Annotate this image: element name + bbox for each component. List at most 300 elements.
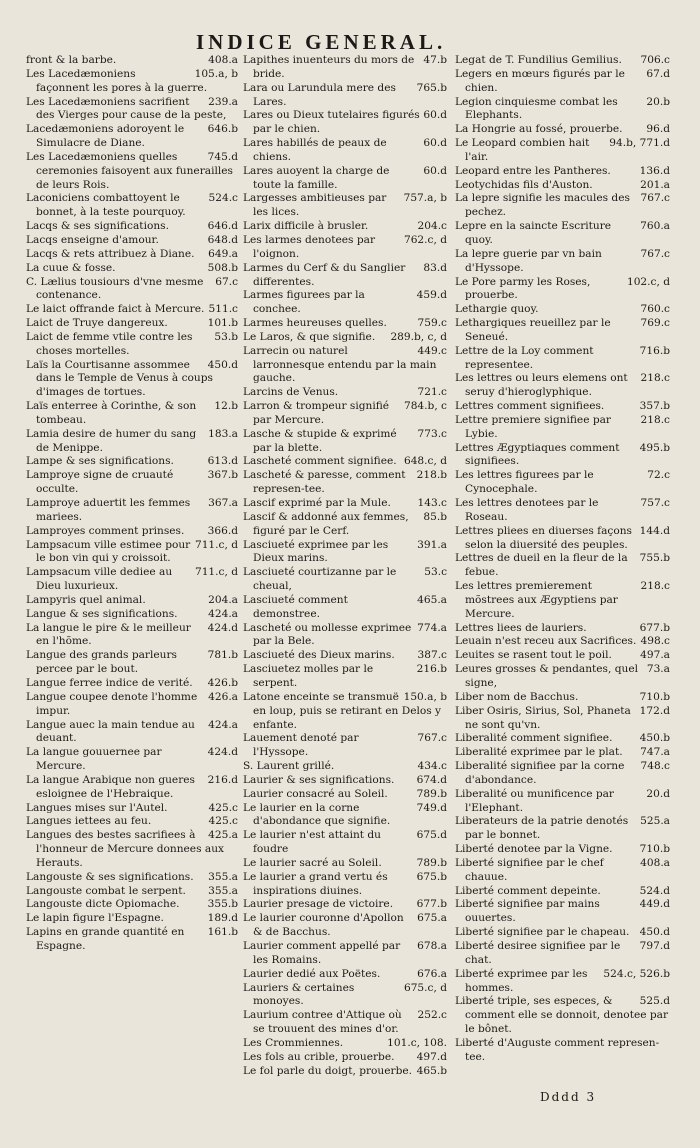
entry-text: Les Lacedæmoniens sacrifient des Vierges pour cause de la peste, [26, 95, 227, 122]
entry-text: Le lapin figure l'Espagne. [26, 912, 164, 925]
entry-page-ref: 747.a [637, 746, 670, 760]
entry-text: Lampe & ses significations. [26, 455, 174, 468]
entry-page-ref: 495.b [637, 442, 670, 456]
entry-page-ref: 450.b [637, 732, 670, 746]
entry-page-ref: 204.c [414, 220, 447, 234]
index-entry [243, 137, 447, 165]
entry-text: Lauement denoté par l'Hyssope. [243, 732, 359, 759]
entry-page-ref: 101.b [205, 317, 238, 331]
entry-text: Liberté denotee par la Vigne. [455, 843, 613, 856]
entry-text: Lasciueté exprimee par les Dieux marins. [243, 538, 389, 565]
index-entry [243, 317, 447, 331]
index-entry [243, 165, 447, 193]
entry-page-ref: 706.c [637, 54, 670, 68]
index-entry [243, 455, 447, 469]
entry-page-ref: 497.a [637, 649, 670, 663]
entry-page-ref: 677.b [637, 622, 670, 636]
index-entry [26, 677, 238, 691]
entry-page-ref: 144.d [637, 525, 670, 539]
entry-page-ref: 745.d [205, 151, 238, 165]
entry-page-ref: 355.b [205, 898, 238, 912]
index-entry [243, 400, 447, 428]
entry-text: Liberté exprimee par les hommes. [455, 967, 588, 994]
entry-page-ref: 53.b [211, 331, 238, 345]
entry-page-ref: 357.b [637, 400, 670, 414]
entry-text: Lasche & stupide & exprimé par la blette. [243, 427, 397, 454]
entry-page-ref: 767.c [414, 732, 447, 746]
entry-text: Laurier presage de victoire. [243, 898, 394, 911]
entry-text: La cuue & fosse. [26, 261, 116, 274]
entry-text: Le laurier couronne d'Apollon & de Bacchus. [243, 912, 404, 939]
index-entry [243, 539, 447, 567]
index-entry [243, 192, 447, 220]
index-entry [243, 331, 447, 345]
entry-text: Liberté d'Auguste comment represen-tee. [455, 1036, 660, 1063]
entry-text: Larix difficile à brusler. [243, 220, 369, 233]
index-entry [455, 96, 670, 124]
index-entry [455, 372, 670, 400]
entry-text: Lampsacum ville dediee au Dieu luxurieux. [26, 566, 173, 593]
index-entry [455, 442, 670, 470]
index-entry [455, 137, 670, 165]
entry-text: Liberté triple, ses especes, & comment elle se donnoit, denotee par le bônet. [455, 995, 669, 1036]
index-entry [243, 649, 447, 663]
entry-page-ref: 85.b [420, 511, 447, 525]
entry-text: Lettres liees de lauriers. [455, 621, 587, 634]
entry-text: Leopard entre les Pantheres. [455, 164, 611, 177]
index-entry [455, 968, 670, 996]
entry-page-ref: 450.d [205, 359, 238, 373]
index-entry [243, 788, 447, 802]
index-entry [26, 898, 238, 912]
entry-text: Le Laros, & que signifie. [243, 330, 376, 343]
entry-page-ref: 676.a [414, 968, 447, 982]
entry-page-ref: 497.d [414, 1051, 447, 1065]
entry-page-ref: 762.c, d [401, 234, 447, 248]
index-entry [26, 359, 238, 401]
index-entry [455, 345, 670, 373]
entry-page-ref: 252.c [414, 1009, 447, 1023]
index-entry [26, 539, 238, 567]
entry-text: Leuain n'est receu aux Sacrifices. [455, 635, 637, 648]
entry-text: S. Laurent grillé. [243, 760, 335, 773]
entry-text: La langue Arabique non gueres esloignee de l'Hebraique. [26, 773, 195, 800]
entry-page-ref: 424.a [205, 719, 238, 733]
index-entry [26, 608, 238, 622]
entry-text: La langue le pire & le meilleur en l'hõme. [26, 621, 191, 648]
entry-page-ref: 646.b [205, 123, 238, 137]
entry-text: Lasciueté comment demonstree. [243, 593, 348, 620]
entry-text: Lascheté & paresse, comment represen-tee. [243, 469, 406, 496]
entry-page-ref: 72.c [644, 469, 670, 483]
index-entry [243, 594, 447, 622]
index-entry [26, 497, 238, 525]
index-entry [243, 912, 447, 940]
entry-page-ref: 721.c [414, 386, 447, 400]
index-entry [26, 815, 238, 829]
entry-text: Lapins en grande quantité en Espagne. [26, 926, 185, 952]
entry-page-ref: 201.a [637, 179, 670, 193]
index-entry [26, 151, 238, 193]
entry-text: Langue des grands parleurs percee par le bout. [26, 649, 177, 676]
entry-page-ref: 408.a [637, 857, 670, 871]
entry-text: Liber nom de Bacchus. [455, 690, 579, 703]
entry-text: Laurium contree d'Attique où se trouuent des mines d'or. [243, 1009, 402, 1036]
entry-page-ref: 60.d [420, 165, 447, 179]
entry-text: Liberalité exprimee par le plat. [455, 746, 623, 759]
index-entry [26, 220, 238, 234]
entry-page-ref: 425.c [205, 802, 238, 816]
index-entry [243, 940, 447, 968]
entry-text: Les lettres denotees par le Roseau. [455, 497, 599, 523]
entry-page-ref: 102.c, d [624, 276, 670, 290]
entry-text: Le laurier n'est attaint du foudre [243, 829, 382, 856]
index-entry [455, 276, 670, 304]
entry-text: Les larmes denotees par l'oignon. [243, 233, 376, 260]
entry-page-ref: 426.a [205, 691, 238, 705]
entry-text: Liberateurs de la patrie denotés par le bonnet. [455, 815, 629, 842]
entry-text: Lamproye signe de cruauté occulte. [26, 469, 174, 496]
entry-page-ref: 101.c, 108. [384, 1037, 447, 1051]
entry-text: Laict de Truye dangereux. [26, 317, 168, 330]
index-entry [455, 400, 670, 414]
entry-page-ref: 749.d [414, 802, 447, 816]
entry-page-ref: 789.b [414, 857, 447, 871]
entry-page-ref: 83.d [420, 262, 447, 276]
entry-page-ref: 675.d [414, 829, 447, 843]
index-entry [455, 732, 670, 746]
entry-text: Les lettres figurees par le Cynocephale. [455, 469, 594, 496]
entry-page-ref: 757.a, b [401, 192, 447, 206]
entry-page-ref: 434.c [414, 760, 447, 774]
entry-page-ref: 450.d [637, 926, 670, 940]
index-entry [26, 303, 238, 317]
index-entry [243, 345, 447, 387]
entry-text: Langues iettees au feu. [26, 815, 152, 828]
entry-page-ref: 73.a [644, 663, 670, 677]
entry-page-ref: 525.a [637, 815, 670, 829]
entry-text: Lettre premiere signifiee par Lybie. [455, 413, 611, 440]
index-entry [455, 165, 670, 179]
entry-page-ref: 239.a [205, 96, 238, 110]
entry-page-ref: 613.d [205, 455, 238, 469]
entry-page-ref: 524.c, 526.b [600, 968, 670, 982]
entry-page-ref: 789.b [414, 788, 447, 802]
entry-text: Langue coupee denote l'homme impur. [26, 690, 198, 717]
entry-page-ref: 367.a [205, 497, 238, 511]
index-entry [26, 248, 238, 262]
entry-text: Lascheté ou mollesse exprimee par la Bele. [243, 621, 412, 648]
entry-text: Lacqs enseigne d'amour. [26, 233, 159, 246]
index-entry [455, 926, 670, 940]
entry-page-ref: 710.b [637, 843, 670, 857]
entry-text: Lettres Ægyptiaques comment signifiees. [455, 441, 620, 468]
entry-text: Liberté signifiee par le chapeau. [455, 926, 630, 939]
entry-text: La Hongrie au fossé, prouerbe. [455, 123, 623, 136]
index-entry [243, 622, 447, 650]
index-entry [243, 691, 447, 733]
index-entry [455, 885, 670, 899]
index-entry [455, 552, 670, 580]
entry-text: Langouste & ses significations. [26, 870, 194, 883]
entry-page-ref: 136.d [637, 165, 670, 179]
entry-page-ref: 161.b [205, 926, 238, 940]
entry-text: Les Lacedæmoniens façonnent les pores à la guerre. [26, 67, 208, 94]
entry-text: Legion cinquiesme combat les Elephants. [455, 95, 618, 122]
index-entry [243, 829, 447, 857]
entry-page-ref: 60.d [420, 137, 447, 151]
entry-text: Lascif & addonné aux femmes, figuré par le Cerf. [243, 510, 409, 537]
index-entry [26, 123, 238, 151]
entry-text: Langouste combat le serpent. [26, 884, 186, 897]
index-column-2 [243, 54, 447, 1094]
entry-page-ref: 67.c [212, 276, 238, 290]
entry-text: Les Crommiennes. [243, 1036, 344, 1049]
entry-page-ref: 755.b [637, 552, 670, 566]
entry-text: Laurier consacré au Soleil. [243, 787, 388, 800]
index-entry [243, 857, 447, 871]
entry-page-ref: 216.d [205, 774, 238, 788]
entry-page-ref: 218.c [637, 580, 670, 594]
entry-page-ref: 424.d [205, 622, 238, 636]
entry-text: Langues mises sur l'Autel. [26, 801, 168, 814]
entry-text: Laurier dedié aux Poëtes. [243, 967, 381, 980]
entry-text: Les fols au crible, prouerbe. [243, 1050, 395, 1063]
entry-text: Lacqs & rets attribuez à Diane. [26, 247, 195, 260]
entry-page-ref: 366.d [205, 525, 238, 539]
entry-page-ref: 781.b [205, 649, 238, 663]
entry-page-ref: 150.a, b [401, 691, 447, 705]
index-entry [26, 525, 238, 539]
index-entry [243, 982, 447, 1010]
index-entry [26, 802, 238, 816]
index-entry [26, 926, 238, 954]
index-column-1 [26, 54, 238, 1094]
entry-page-ref: 105.a, b [192, 68, 238, 82]
index-entry [455, 580, 670, 622]
index-entry [243, 511, 447, 539]
index-entry [243, 871, 447, 899]
index-entry [26, 234, 238, 248]
index-entry [26, 566, 238, 594]
entry-text: Larrecin ou naturel larronnesque entendu par la main gauche. [243, 344, 437, 385]
index-entry [26, 774, 238, 802]
entry-text: Langouste dicte Opiomache. [26, 898, 180, 911]
index-entry [26, 871, 238, 885]
index-entry [455, 649, 670, 663]
entry-page-ref: 12.b [211, 400, 238, 414]
index-entry [26, 96, 238, 124]
entry-text: Lepre en la saincte Escriture quoy. [455, 220, 612, 246]
entry-page-ref: 678.a [414, 940, 447, 954]
entry-text: Liberalité signifiee par la corne d'abondance. [455, 760, 625, 786]
index-entry [26, 400, 238, 428]
entry-text: Lacedæmoniens adoroyent le Simulacre de Diane. [26, 123, 185, 150]
entry-text: Le Pore parmy les Roses, prouerbe. [455, 275, 591, 302]
index-entry [243, 428, 447, 456]
entry-page-ref: 289.b, c, d [387, 331, 447, 345]
entry-page-ref: 511.c [205, 303, 238, 317]
index-entry [455, 691, 670, 705]
index-entry [455, 857, 670, 885]
index-entry [243, 663, 447, 691]
entry-page-ref: 508.b [205, 262, 238, 276]
entry-page-ref: 677.b [414, 898, 447, 912]
entry-text: Lettres de dueil en la fleur de la febue. [455, 552, 628, 579]
index-entry [26, 829, 238, 871]
index-entry [243, 898, 447, 912]
index-entry [26, 746, 238, 774]
entry-page-ref: 47.b [420, 54, 447, 68]
entry-page-ref: 784.b, c [401, 400, 447, 414]
entry-text: Lacqs & ses significations. [26, 220, 169, 233]
entry-page-ref: 757.c [637, 497, 670, 511]
index-entry [243, 497, 447, 511]
entry-text: Liberté comment depeinte. [455, 884, 601, 897]
index-entry [26, 455, 238, 469]
entry-text: Le laurier a grand vertu és inspirations diuines. [243, 870, 388, 897]
entry-page-ref: 675.c, d [401, 982, 447, 996]
entry-text: Laurier comment appellé par les Romains. [243, 940, 401, 966]
index-entry [455, 123, 670, 137]
entry-page-ref: 711.c, d [192, 539, 238, 553]
index-entry [26, 428, 238, 456]
entry-page-ref: 524.d [637, 885, 670, 899]
entry-page-ref: 524.c [205, 192, 238, 206]
index-entry [26, 276, 238, 304]
entry-page-ref: 172.d [637, 705, 670, 719]
entry-text: Lares habillés de peaux de chiens. [243, 137, 387, 163]
entry-text: Lamia desire de humer du sang de Menippe. [26, 427, 197, 454]
index-entry [243, 1065, 447, 1079]
entry-page-ref: 189.d [205, 912, 238, 926]
entry-page-ref: 20.b [643, 96, 670, 110]
entry-page-ref: 425.c [205, 815, 238, 829]
entry-text: Lamproyes comment prinses. [26, 524, 185, 537]
entry-page-ref: 711.c, d [192, 566, 238, 580]
signature-mark: Dddd 3 [540, 1090, 597, 1104]
entry-page-ref: 459.d [414, 289, 447, 303]
entry-text: Legat de T. Fundilius Gemilius. [455, 54, 622, 66]
entry-text: front & la barbe. [26, 54, 117, 66]
entry-text: Larcins de Venus. [243, 386, 339, 399]
index-entry [26, 912, 238, 926]
index-entry [455, 414, 670, 442]
index-entry [455, 497, 670, 525]
entry-text: Liberté signifiee par le chef chauue. [455, 856, 604, 883]
entry-text: Lascheté comment signifiee. [243, 455, 397, 468]
index-column-3 [455, 54, 670, 1094]
entry-page-ref: 767.c [637, 248, 670, 262]
index-entry [455, 940, 670, 968]
index-entry [243, 220, 447, 234]
entry-page-ref: 767.c [637, 192, 670, 206]
index-entry [243, 968, 447, 982]
index-entry [243, 1037, 447, 1051]
entry-text: Laconiciens combattoyent le bonnet, à la teste pourquoy. [26, 192, 186, 219]
index-entry [243, 469, 447, 497]
index-entry [455, 525, 670, 553]
entry-text: La langue gouuernee par Mercure. [26, 746, 162, 773]
entry-text: Le fol parle du doigt, prouerbe. [243, 1064, 413, 1077]
entry-page-ref: 648.d [205, 234, 238, 248]
entry-page-ref: 143.c [414, 497, 447, 511]
index-entry [26, 885, 238, 899]
index-entry [26, 622, 238, 650]
entry-text: Lettre de la Loy comment representee. [455, 344, 594, 371]
entry-page-ref: 183.a [205, 428, 238, 442]
index-entry [455, 843, 670, 857]
entry-text: Leures grosses & pendantes, quel signe, [455, 663, 638, 689]
entry-page-ref: 67.d [643, 68, 670, 82]
entry-text: Langue & ses significations. [26, 607, 178, 620]
entry-page-ref: 498.c [637, 635, 670, 649]
page-title: INDICE GENERAL. [196, 30, 447, 54]
index-entry [243, 760, 447, 774]
entry-page-ref: 391.a [414, 539, 447, 553]
entry-page-ref: 774.a [414, 622, 447, 636]
entry-text: Lethargiques reueillez par le Seneué. [455, 317, 611, 343]
entry-page-ref: 760.c [637, 303, 670, 317]
entry-text: C. Lælius tousiours d'vne mesme contenance. [26, 275, 204, 302]
entry-text: Latone enceinte se transmuë en loup, puis se retirant en Delos y enfante. [243, 690, 442, 731]
index-entry [455, 622, 670, 636]
index-entry [455, 746, 670, 760]
index-entry [455, 1037, 670, 1065]
entry-text: Leuites se rasent tout le poil. [455, 649, 612, 662]
index-entry [455, 898, 670, 926]
entry-text: Le laict offrande faict à Mercure. [26, 303, 205, 316]
entry-page-ref: 465.b [414, 1065, 447, 1079]
entry-text: Les lettres premierement mõstrees aux Ægyptiens par Mercure. [455, 580, 618, 620]
index-entry [243, 732, 447, 760]
entry-text: La lepre signifie les macules des pechez. [455, 192, 630, 219]
entry-text: Laict de femme vtile contre les choses mortelles. [26, 330, 193, 357]
index-entry [26, 469, 238, 497]
entry-page-ref: 355.a [205, 871, 238, 885]
index-entry [243, 289, 447, 317]
index-entry [455, 220, 670, 248]
entry-text: Larmes du Cerf & du Sanglier differentes. [243, 261, 406, 288]
index-entry [243, 386, 447, 400]
entry-text: Langues des bestes sacrifiees à l'honneur de Mercure donnees aux Herauts. [26, 829, 224, 869]
entry-page-ref: 355.a [205, 885, 238, 899]
entry-text: Lasciuetez molles par le serpent. [243, 663, 374, 689]
entry-text: Lasciueté courtizanne par le cheual, [243, 566, 397, 593]
index-entry [455, 815, 670, 843]
index-entry [243, 234, 447, 262]
index-entry [26, 68, 238, 96]
entry-page-ref: 449.d [637, 898, 670, 912]
index-entry [455, 760, 670, 788]
index-entry [455, 705, 670, 733]
entry-text: Lapithes inuenteurs du mors de bride. [243, 54, 415, 80]
index-entry [243, 774, 447, 788]
entry-page-ref: 218.c [637, 372, 670, 386]
entry-page-ref: 646.d [205, 220, 238, 234]
entry-text: Larron & trompeur signifié par Mercure. [243, 400, 390, 426]
index-entry [455, 248, 670, 276]
entry-page-ref: 424.d [205, 746, 238, 760]
entry-page-ref: 674.d [414, 774, 447, 788]
entry-page-ref: 769.c [637, 317, 670, 331]
entry-page-ref: 426.b [205, 677, 238, 691]
entry-text: Lasciueté des Dieux marins. [243, 649, 395, 662]
entry-text: Largesses ambitieuses par les lices. [243, 192, 387, 219]
entry-page-ref: 218.b [414, 469, 447, 483]
entry-text: Lampyris quel animal. [26, 593, 146, 606]
entry-page-ref: 465.a [414, 594, 447, 608]
